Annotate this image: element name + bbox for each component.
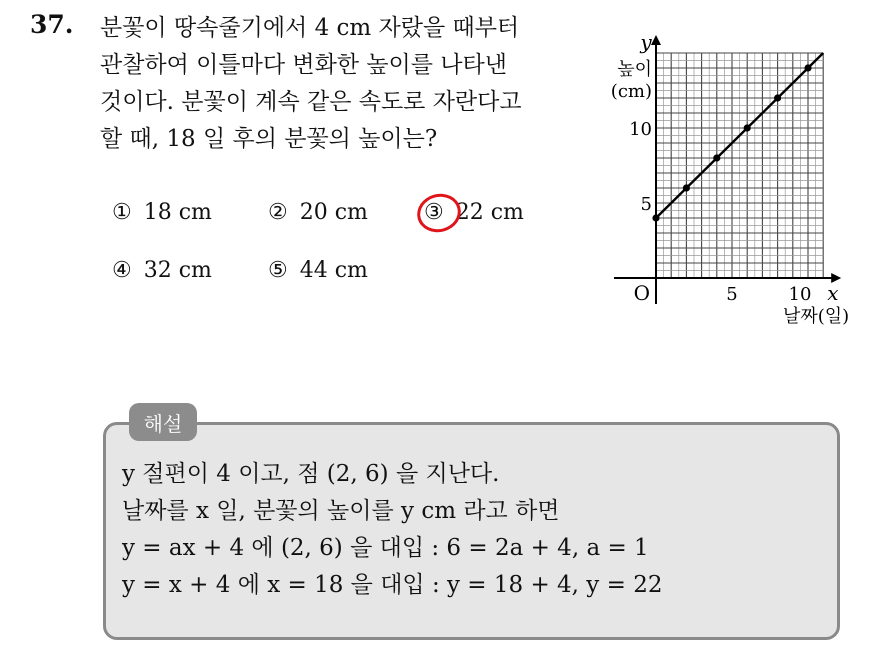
choice-mark: ④ [112,258,132,283]
y-axis-arrow [651,35,661,45]
choice-text: 18 cm [143,200,212,225]
x-tick-label: 5 [726,284,738,305]
choice-text: 20 cm [299,200,368,225]
choice-mark: ② [268,200,288,225]
y-tick-label: 10 [629,119,652,140]
choice-1[interactable] [112,200,212,225]
line-graph [600,20,870,330]
choice-mark-wrapper [424,200,456,225]
choice-4[interactable] [112,258,212,283]
choice-2[interactable] [268,200,368,225]
question-number: 37. [30,10,74,39]
solution-line: 날짜를 x 일, 분꽃의 높이를 y cm 라고 하면 [122,498,560,524]
data-point [713,154,720,161]
x-tick-label: 10 [788,284,812,305]
y-axis-label: 높이 [617,59,652,80]
solution-line: y = ax + 4 에 (2, 6) 을 대입 : 6 = 2a + 4, a = 1 [122,535,649,561]
y-axis-unit: (cm) [610,81,652,102]
graph [600,20,870,330]
question-line: 분꽃이 땅속줄기에서 4 cm 자랐을 때부터 [100,15,520,41]
choice-text: 44 cm [299,258,368,283]
x-axis-var: x [827,281,839,305]
x-axis-label: 날짜(일) [782,306,850,327]
data-point [774,94,781,101]
question-line: 것이다. 분꽃이 계속 같은 속도로 자란다고 [100,89,522,115]
data-point [652,214,659,221]
y-tick-label: 5 [640,194,652,215]
solution-line: y 절편이 4 이고, 점 (2, 6) 을 지난다. [122,461,500,487]
choice-5[interactable] [268,258,368,283]
data-point [744,124,751,131]
question-line: 할 때, 18 일 후의 분꽃의 높이는? [100,126,438,152]
answer-circle-mark [413,189,465,237]
choice-text: 32 cm [143,258,212,283]
question-line: 관찰하여 이틀마다 변화한 높이를 나타낸 [100,52,507,78]
solution-tag: 해설 [129,403,197,441]
choice-mark: ① [112,200,132,225]
choice-3[interactable] [424,200,524,225]
choice-text: 22 cm [455,200,524,225]
data-point [683,184,690,191]
choice-mark: ③ [424,200,444,225]
solution-text [122,456,662,604]
grid [656,53,823,278]
question-text [100,10,600,158]
data-point [804,64,811,71]
origin-label: O [633,281,650,305]
y-axis-var: y [640,30,652,54]
choice-mark: ⑤ [268,258,288,283]
solution-line: y = x + 4 에 x = 18 을 대입 : y = 18 + 4, y = 22 [122,572,663,598]
